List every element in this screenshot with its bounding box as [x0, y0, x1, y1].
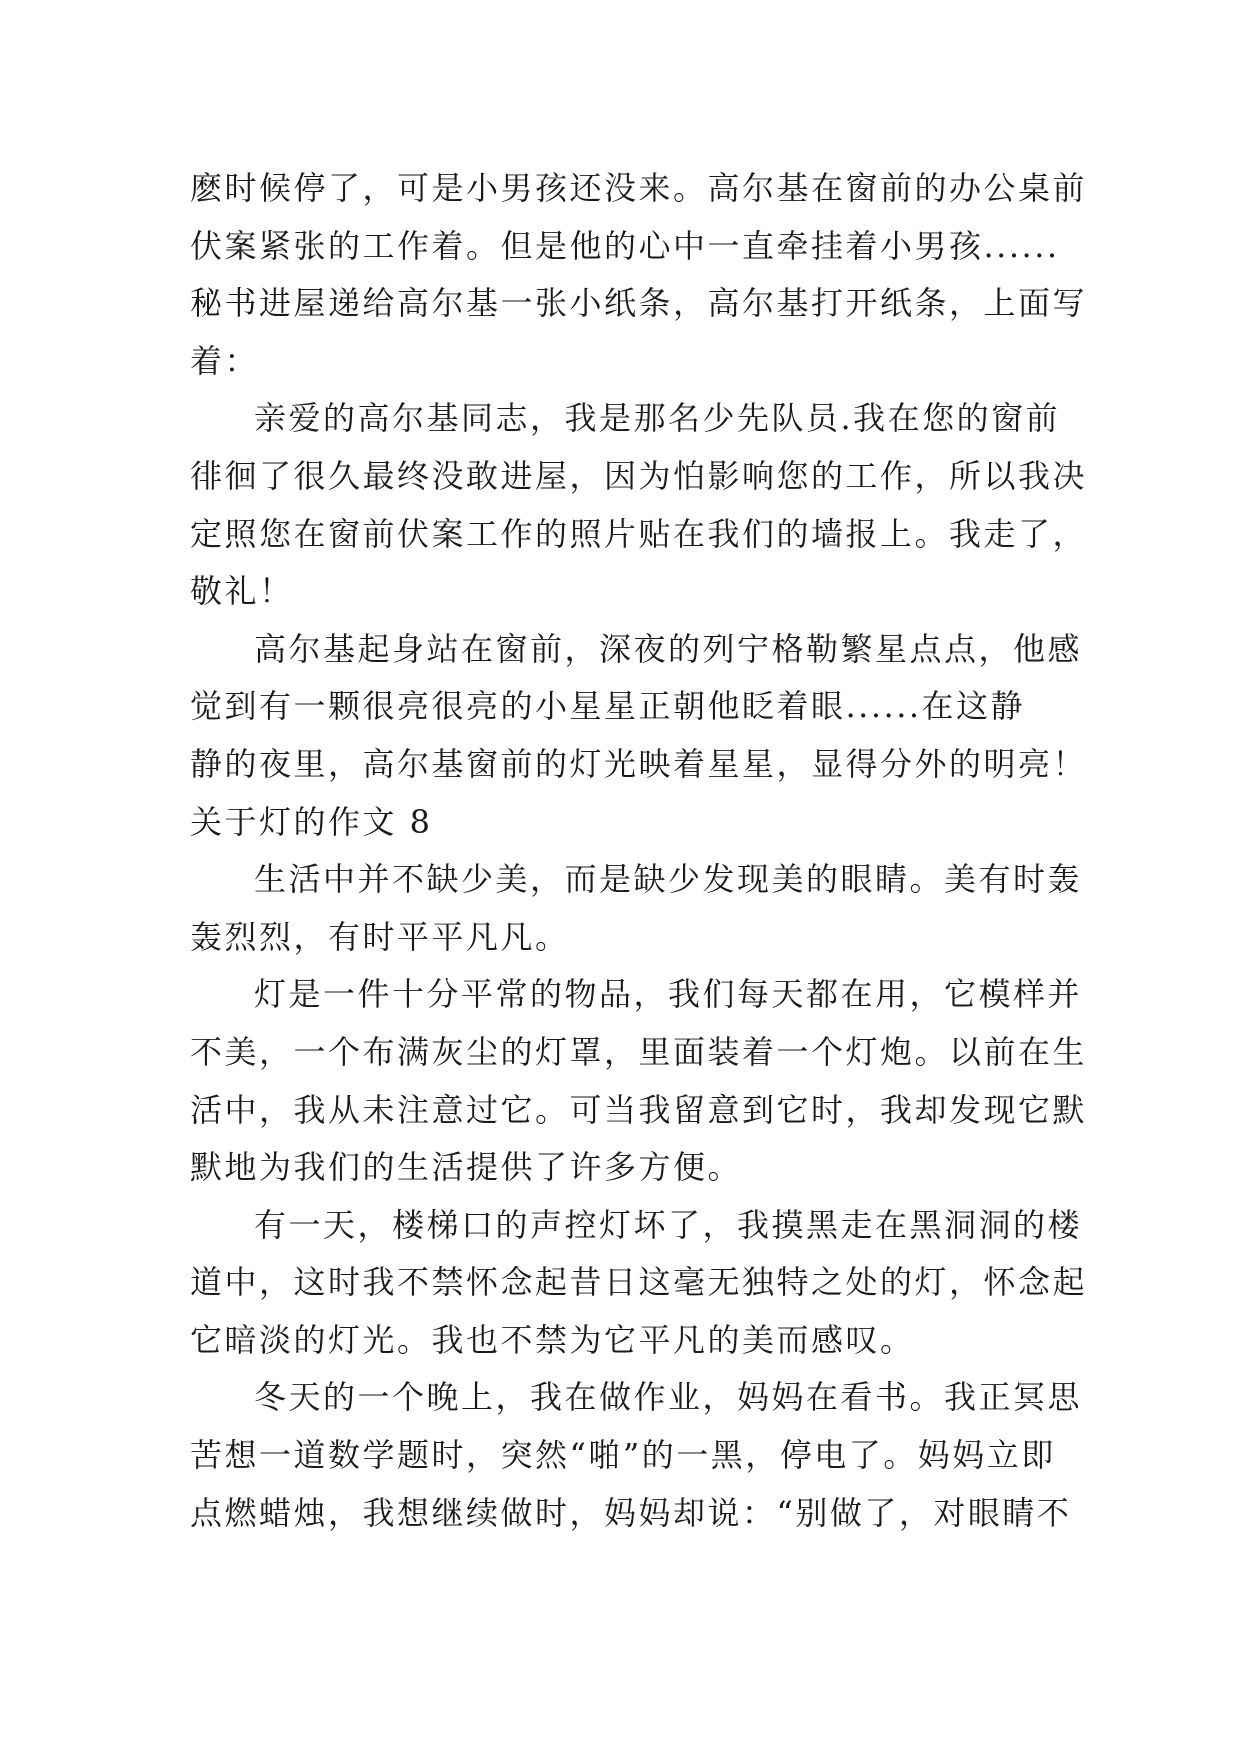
- text-line: 徘徊了很久最终没敢进屋，因为怕影响您的工作，所以我决: [190, 456, 1088, 495]
- text-line: 定照您在窗前伏案工作的照片贴在我们的墙报上。我走了，: [190, 514, 1088, 553]
- text-line: 它暗淡的灯光。我也不禁为它平凡的美而感叹。: [190, 1320, 915, 1359]
- text-line: 道中，这时我不禁怀念起昔日这毫无独特之处的灯，怀念起: [190, 1263, 1088, 1302]
- text-line: 苦想一道数学题时，突然“啪”的一黑，停电了。妈妈立即: [190, 1436, 1056, 1475]
- text-line: 麽时候停了，可是小男孩还没来。高尔基在窗前的办公桌前: [190, 169, 1088, 207]
- text-line: 着：: [190, 341, 260, 380]
- text-line: 高尔基起身站在窗前，深夜的列宁格勒繁星点点，他感: [254, 629, 1083, 668]
- text-line: 关于灯的作文 8: [190, 802, 433, 841]
- text-line: 伏案紧张的工作着。但是他的心中一直牵挂着小男孩......: [190, 226, 1060, 265]
- text-line: 点燃蜡烛，我想继续做时，妈妈却说：“别做了，对眼睛不: [190, 1493, 1072, 1532]
- text-line: 灯是一件十分平常的物品，我们每天都在用，它模样并: [254, 975, 1083, 1014]
- text-line: 活中，我从未注意过它。可当我留意到它时，我却发现它默: [190, 1090, 1088, 1129]
- text-line: 亲爱的高尔基同志，我是那名少先队员.我在您的窗前: [254, 399, 1061, 438]
- text-line: 不美，一个布满灰尘的灯罩，里面装着一个灯炮。以前在生: [190, 1032, 1088, 1071]
- text-line: 生活中并不缺少美，而是缺少发现美的眼睛。美有时轰: [254, 860, 1083, 899]
- text-line: 觉到有一颗很亮很亮的小星星正朝他眨着眼......在这静: [190, 687, 1026, 726]
- text-line: 敬礼！: [190, 572, 294, 611]
- text-line: 秘书进屋递给高尔基一张小纸条，高尔基打开纸条，上面写: [190, 284, 1088, 323]
- document-body: [190, 160, 1088, 1542]
- text-line: 默地为我们的生活提供了许多方便。: [190, 1148, 743, 1187]
- text-line: 冬天的一个晚上，我在做作业，妈妈在看书。我正冥思: [254, 1378, 1083, 1417]
- text-line: 轰烈烈，有时平平凡凡。: [190, 917, 570, 956]
- text-line: 静的夜里，高尔基窗前的灯光映着星星，显得分外的明亮！: [190, 744, 1088, 783]
- text-line: 有一天，楼梯口的声控灯坏了，我摸黑走在黑洞洞的楼: [254, 1205, 1083, 1244]
